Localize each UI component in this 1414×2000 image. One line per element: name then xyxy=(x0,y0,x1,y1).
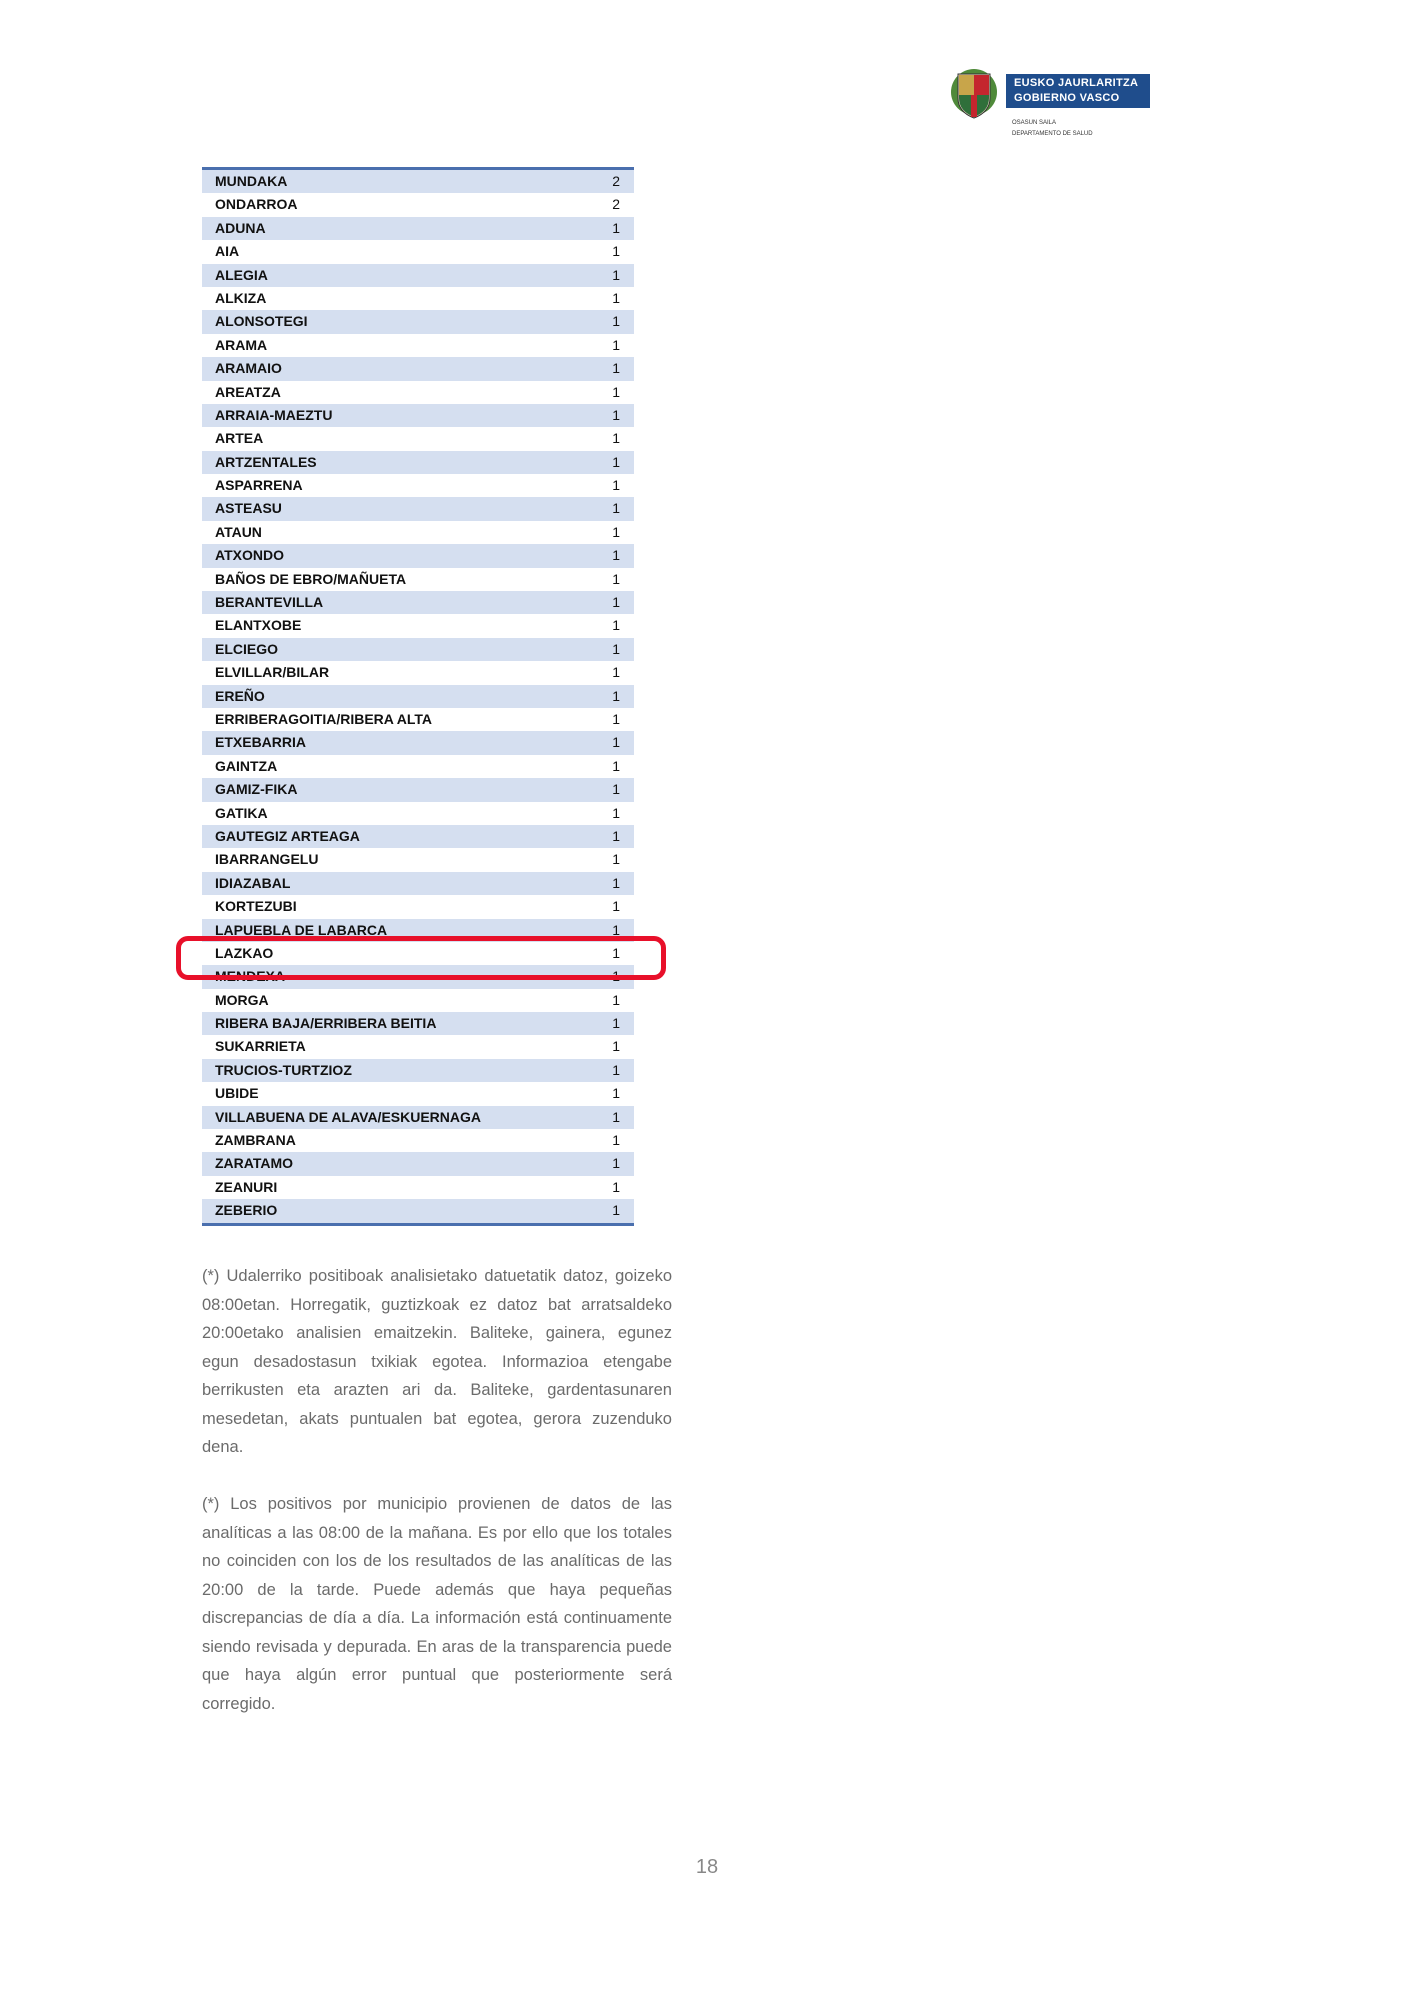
municipality-name: MENDEXA xyxy=(215,968,286,985)
positives-count: 1 xyxy=(612,570,620,587)
positives-count: 2 xyxy=(612,173,620,189)
municipality-name: SUKARRIETA xyxy=(215,1038,306,1055)
municipality-name: ATXONDO xyxy=(215,547,284,564)
municipality-name: ONDARROA xyxy=(215,196,298,213)
municipality-name: IBARRANGELU xyxy=(215,851,319,868)
table-row xyxy=(202,1152,634,1175)
municipality-name: MUNDAKA xyxy=(215,173,288,189)
positives-count: 1 xyxy=(612,500,620,517)
note-spanish: (*) Los positivos por municipio provienen de datos de las analíticas a las 08:00 de la mañana. Es por ello que los totales no coinciden con los de los resultados de las analíticas de las 20:00 de la tarde. Puede además que haya pequeñas discrepancias de día a día. La información está continuamente siendo revisada y depurada. En aras de la transparencia puede que haya algún error puntual que posteriormente será corregido. xyxy=(202,1495,672,1713)
positives-count: 1 xyxy=(612,1108,620,1125)
table-row xyxy=(202,1129,634,1152)
municipality-name: ELCIEGO xyxy=(215,640,279,657)
table-row xyxy=(202,568,634,591)
positives-count: 1 xyxy=(612,710,620,727)
table-row xyxy=(202,521,634,544)
municipality-name: ALKIZA xyxy=(215,289,267,306)
table-row xyxy=(202,193,634,216)
page-number: 18 xyxy=(695,1856,719,1878)
municipality-name: UBIDE xyxy=(215,1085,259,1102)
positives-count: 1 xyxy=(612,243,620,260)
table-row xyxy=(202,989,634,1012)
municipality-name: ARAMA xyxy=(215,336,268,353)
table-row xyxy=(202,334,634,357)
table-row xyxy=(202,264,634,287)
table-row xyxy=(202,1012,634,1035)
municipality-name: LAPUEBLA DE LABARCA xyxy=(215,921,388,938)
table-row xyxy=(202,1199,634,1222)
positives-count: 1 xyxy=(612,781,620,798)
positives-count: 1 xyxy=(612,734,620,751)
positives-count: 1 xyxy=(612,477,620,494)
positives-count: 1 xyxy=(612,453,620,470)
positives-count: 1 xyxy=(612,1085,620,1102)
logo-line-2: GOBIERNO VASCO xyxy=(1014,92,1120,104)
table-row xyxy=(202,217,634,240)
positives-count: 1 xyxy=(612,1132,620,1149)
positives-count: 1 xyxy=(612,664,620,681)
table-row xyxy=(202,778,634,801)
table-row xyxy=(202,1035,634,1058)
municipality-name: TRUCIOS-TURTZIOZ xyxy=(215,1061,352,1078)
positives-count: 1 xyxy=(612,968,620,985)
table-row xyxy=(202,451,634,474)
positives-count: 1 xyxy=(612,898,620,915)
positives-count: 1 xyxy=(612,874,620,891)
logo-banner xyxy=(1006,74,1150,108)
positives-count: 1 xyxy=(612,289,620,306)
table-row xyxy=(202,240,634,263)
table-row xyxy=(202,1082,634,1105)
positives-count: 1 xyxy=(612,406,620,423)
positives-count: 1 xyxy=(612,1155,620,1172)
coat-of-arms-icon xyxy=(950,64,998,120)
positives-count: 1 xyxy=(612,266,620,283)
table-row xyxy=(202,638,634,661)
municipality-name: ZAMBRANA xyxy=(215,1132,296,1149)
table-row xyxy=(202,1176,634,1199)
municipality-name: RIBERA BAJA/ERRIBERA BEITIA xyxy=(215,1015,437,1032)
municipality-name: AREATZA xyxy=(215,383,281,400)
positives-count: 2 xyxy=(612,196,620,213)
department-line-2: DEPARTAMENTO DE SALUD xyxy=(1012,131,1093,137)
table-row xyxy=(202,1059,634,1082)
row-highlight-annotation xyxy=(176,936,666,980)
municipality-name: MORGA xyxy=(215,991,269,1008)
positives-count: 1 xyxy=(612,547,620,564)
municipality-positives-table xyxy=(202,167,634,1226)
table-row xyxy=(202,731,634,754)
positives-count: 1 xyxy=(612,1015,620,1032)
positives-count: 1 xyxy=(612,804,620,821)
municipality-name: GAINTZA xyxy=(215,757,278,774)
table-row xyxy=(202,848,634,871)
table-row xyxy=(202,427,634,450)
table-row xyxy=(202,895,634,918)
positives-count: 1 xyxy=(612,1038,620,1055)
department-label xyxy=(1012,118,1093,140)
department-line-1: OSASUN SAILA xyxy=(1012,120,1057,126)
municipality-name: ARTZENTALES xyxy=(215,453,317,470)
positives-count: 1 xyxy=(612,827,620,844)
municipality-name: EREÑO xyxy=(215,687,265,704)
table-row xyxy=(202,310,634,333)
municipality-name: ELANTXOBE xyxy=(215,617,302,634)
positives-count: 1 xyxy=(612,1202,620,1219)
municipality-name: ALEGIA xyxy=(215,266,268,283)
municipality-name: ALONSOTEGI xyxy=(215,313,308,330)
municipality-name: GAUTEGIZ ARTEAGA xyxy=(215,827,360,844)
positives-count: 1 xyxy=(612,313,620,330)
municipality-name: KORTEZUBI xyxy=(215,898,297,915)
positives-count: 1 xyxy=(612,757,620,774)
table-row xyxy=(202,1106,634,1129)
municipality-name: ARTEA xyxy=(215,430,264,447)
note-basque: (*) Udalerriko positiboak analisietako datuetatik datoz, goizeko 08:00etan. Horregatik, guztizkoak ez datoz bat arratsaldeko 20:00etako analisien emaitzekin. Baliteke, gainera, egunez egun desadostasun txikiak egotea. Informazioa etengabe berrikusten eta arazten ari da. Baliteke, gardentasunaren mesedetan, akats puntualen bat egotea, gerora zuzenduko dena. xyxy=(202,1267,672,1456)
municipality-name: ARRAIA-MAEZTU xyxy=(215,406,333,423)
municipality-name: VILLABUENA DE ALAVA/ESKUERNAGA xyxy=(215,1108,482,1125)
municipality-name: ATAUN xyxy=(215,523,262,540)
municipality-name: ELVILLAR/BILAR xyxy=(215,664,330,681)
positives-count: 1 xyxy=(612,944,620,961)
municipality-name: GAMIZ-FIKA xyxy=(215,781,298,798)
table-row xyxy=(202,708,634,731)
table-row xyxy=(202,872,634,895)
municipality-name: ERRIBERAGOITIA/RIBERA ALTA xyxy=(215,710,432,727)
positives-count: 1 xyxy=(612,360,620,377)
table-row xyxy=(202,661,634,684)
table-row xyxy=(202,802,634,825)
municipality-name: ZEBERIO xyxy=(215,1202,278,1219)
positives-count: 1 xyxy=(612,594,620,611)
positives-count: 1 xyxy=(612,336,620,353)
municipality-name: LAZKAO xyxy=(215,944,274,961)
table-row xyxy=(202,381,634,404)
positives-count: 1 xyxy=(612,640,620,657)
positives-count: 1 xyxy=(612,687,620,704)
municipality-name: ARAMAIO xyxy=(215,360,282,377)
municipality-name: BERANTEVILLA xyxy=(215,594,324,611)
table-row xyxy=(202,755,634,778)
positives-count: 1 xyxy=(612,921,620,938)
positives-count: 1 xyxy=(612,1178,620,1195)
positives-count: 1 xyxy=(612,219,620,236)
municipality-name: ASTEASU xyxy=(215,500,282,517)
municipality-name: ZEANURI xyxy=(215,1178,278,1195)
positives-count: 1 xyxy=(612,991,620,1008)
municipality-name: IDIAZABAL xyxy=(215,874,291,891)
table-row xyxy=(202,170,634,193)
government-logo xyxy=(950,62,1150,146)
positives-count: 1 xyxy=(612,851,620,868)
positives-count: 1 xyxy=(612,430,620,447)
table-row xyxy=(202,614,634,637)
table-row xyxy=(202,497,634,520)
positives-count: 1 xyxy=(612,523,620,540)
table-row xyxy=(202,357,634,380)
municipality-name: GATIKA xyxy=(215,804,268,821)
table-row xyxy=(202,474,634,497)
municipality-name: ASPARRENA xyxy=(215,477,303,494)
table-row xyxy=(202,825,634,848)
positives-count: 1 xyxy=(612,383,620,400)
positives-count: 1 xyxy=(612,617,620,634)
positives-count: 1 xyxy=(612,1061,620,1078)
municipality-name: BAÑOS DE EBRO/MAÑUETA xyxy=(215,570,407,587)
municipality-name: ADUNA xyxy=(215,219,266,236)
table-row xyxy=(202,591,634,614)
table-row xyxy=(202,685,634,708)
municipality-name: ZARATAMO xyxy=(215,1155,294,1172)
table-row xyxy=(202,404,634,427)
municipality-name: AIA xyxy=(215,243,240,260)
table-row xyxy=(202,287,634,310)
table-row xyxy=(202,544,634,567)
logo-line-1: EUSKO JAURLARITZA xyxy=(1014,77,1139,89)
municipality-name: ETXEBARRIA xyxy=(215,734,307,751)
